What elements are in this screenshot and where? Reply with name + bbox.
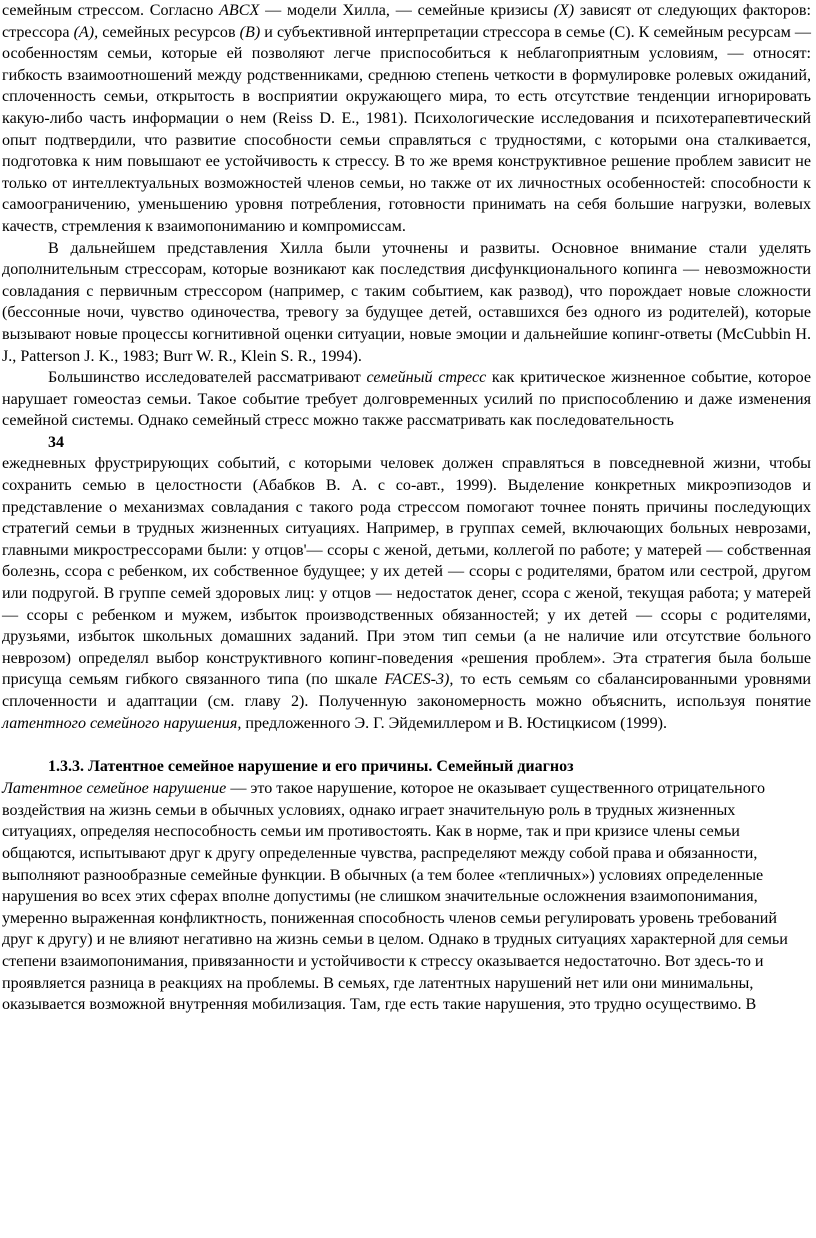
paragraph-hill-refinement (2, 238, 811, 368)
text-run: В дальнейшем представления Хилла были уточнены и развиты. Основное внимание стали уделять дополнительным стрессорам, которые возникают как последствия дисфункционального копинга — невозможности совладания с первичным стрессором (например, с таким событием, как развод), что порождает новые сложности (бессонные ночи, чувство одиночества, тревогу за будущее детей, оставшихся без одного из родителей), которые вызывают новые процессы когнитивной оценки ситуации, новые эмоции и дальнейшие копинг-ответы (McCubbin H. J., Patterson J. K., 1983; Burr W. R., Klein S. R., 1994). (2, 239, 811, 365)
italic-run: (X) (553, 2, 575, 19)
text-run: ежедневных фрустрирующих событий, с которыми человек должен справляться в повседневной жизни, чтобы сохранить семью в целостности (Абабков В. А. с со-авт., 1999). Выделение конкретных микроэпизодов и представление о механизмах совладания с такого рода стрессом помогают точнее понять причины последующих стратегий семьи в трудных жизненных ситуациях. Например, в группах семей, включающих больных неврозами, главными микрострессорами были: у отцов'— ссоры с женой, детьми, коллегой по работе; у матерей — собственная болезнь, ссора с ребенком, их собственное будущее; у их детей — ссоры с родителями, братом или сестрой, другом или подругой. В группе семей здоровых лиц: у отцов — недостаток денег, ссора с женой, текущая работа; у матерей — ссоры с ребенком и мужем, избыток производственных обязанностей; у их детей — ссоры с родителями, друзьями, избыток школьных домашних заданий. При этом тип семьи (а не наличие или отсутствие больного неврозом) определял выбор конструктивного копинг-поведения «решения проблем». Эта стратегия была больше присуща семьям гибкого связанного типа (по шкале (2, 455, 811, 689)
text-run: семейных ресурсов (98, 23, 240, 41)
italic-run: (А), (73, 23, 99, 41)
italic-run: (В) (239, 23, 261, 41)
text-run: то есть семьям со сбалансированными уровнями сплоченности и адаптации (см. главу 2). Полученную закономерность можно объяснить, используя понятие (2, 671, 811, 710)
paragraph-family-stress (2, 367, 811, 432)
text-run: — это такое нарушение, которое не оказывает существенного отрицательного воздействия на жизнь семьи в обычных условиях, однако играет значительную роль в трудных жизненных ситуациях, определяя неспособность семьи им противостоять. Как в норме, так и при кризисе члены семьи общаются, испытывают друг к другу определенные чувства, распределяют между собой права и обязанности, выполняют разнообразные семейные функции. В обычных (а тем более «тепличных») условиях определенные нарушения во всех этих сферах вполне допустимы (не слишком значительные осложнения взаимопонимания, умеренно выраженная конфликтность, пониженная способность членов семьи регулировать уровень требований друг к другу) и не влияют негативно на жизнь семьи в целом. Однако в трудных ситуациях характерной для семьи степени взаимопонимания, привязанности и устойчивости к стрессу оказывается недостаточно. Вот здесь-то и проявляется разница в реакциях на проблемы. В семьях, где латентных нарушений нет или они минимальны, оказывается возможной внутренняя мобилизация. Там, где есть такие нарушения, это трудно осуществимо. В (2, 780, 788, 1014)
section-heading: 1.3.3. Латентное семейное нарушение и его причины. Семейный диагноз (48, 758, 574, 776)
paragraph-abcx-model (2, 0, 811, 238)
text-run: семейным стрессом. Согласно (2, 2, 220, 19)
text-run: предложенного Э. Г. Эйдемиллером и В. Юстицкисом (1999). (241, 714, 668, 732)
text-run: как критическое жизненное событие, которое нарушает гомеостаз семьи. Такое событие требует долговременных усилий по приспособлению и даже изменения семейной системы. Однако семейный стресс можно также рассматривать как последовательность (2, 369, 811, 430)
italic-run: ABCX (219, 2, 260, 19)
section-spacer (2, 734, 811, 756)
page-number: 34 (48, 433, 64, 451)
paragraph-latent-disorder (2, 778, 811, 1016)
italic-run: FACES-3), (384, 671, 454, 689)
italic-run: семейный стресс (366, 369, 487, 387)
text-run: зависят от следующих факторов: стрессора (2, 2, 811, 41)
text-run: и субъективной интерпретации стрессора в семье (С). К семейным ресурсам — особенностям семьи, которые ей позволяют легче приспособиться к неблагоприятным условиям, — относят: гибкость взаимоотношений между родственниками, среднюю степень четкости в формулировке ролевых ожиданий, сплоченность семьи, открытость в восприятии окружающего мира, то есть отсутствие тенденции игнорировать какую-либо часть информации о нем (Reiss D. E., 1981). Психологические исследования и психотерапевтический опыт подтвердили, что развитие способности семьи справляться с трудностями, с которыми она сталкивается, подготовка к ним повышают ее устойчивость к стрессу. В то же время конструктивное решение проблем зависит не только от интеллектуальных возможностей членов семьи, но также от их личностных особенностей: способности к самоограничению, уменьшению уровня потребления, готовности принимать на себя большие нагрузки, волевых качеств, стремления к взаимопониманию и компромиссам. (2, 23, 811, 235)
text-run: — модели Хилла, — семейные кризисы (259, 2, 554, 19)
text-run: Большинство исследователей рассматривают (48, 369, 367, 387)
italic-run: Латентное семейное нарушение (2, 780, 227, 798)
paragraph-microstressors (2, 453, 811, 734)
italic-run: латентного семейного нарушения, (2, 714, 242, 732)
